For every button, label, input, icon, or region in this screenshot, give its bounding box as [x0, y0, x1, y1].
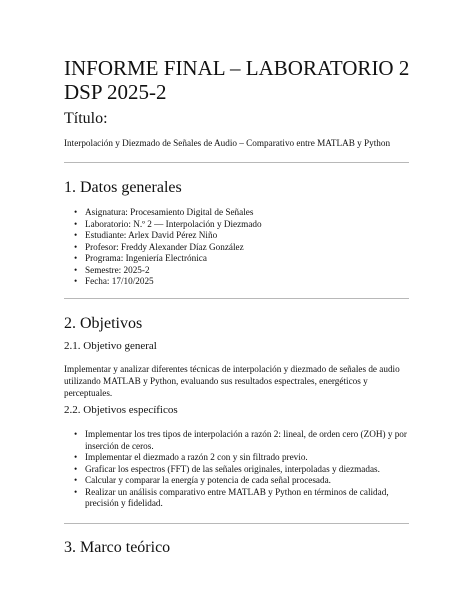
titulo-label: Título: [64, 110, 108, 127]
subsection-heading-objetivo-general: 2.1. Objetivo general [64, 340, 157, 352]
bullet-icon: • [74, 230, 78, 240]
datos-generales-list [64, 207, 262, 288]
list-item: • Implementar los tres tipos de interpolación a razón 2: lineal, de orden cero (ZOH) y por inserción de ceros. [74, 429, 407, 451]
subsection-heading-objetivos-especificos: 2.2. Objetivos específicos [64, 404, 178, 416]
bullet-icon: • [74, 207, 78, 217]
section-heading-datos-generales: 1. Datos generales [64, 179, 182, 196]
bullet-icon: • [74, 241, 78, 252]
objetivos-especificos-list [64, 429, 409, 510]
bullet-icon: • [74, 253, 78, 263]
list-item: • Laboratorio: N.º 2 — Interpolación y Diezmado [74, 218, 262, 229]
section-divider [64, 523, 409, 524]
bullet-icon: • [74, 218, 78, 229]
section-divider [64, 162, 409, 163]
list-item: • Fecha: 17/10/2025 [74, 276, 154, 286]
bullet-icon: • [74, 429, 78, 439]
bullet-icon: • [74, 463, 78, 474]
section-heading-objetivos: 2. Objetivos [64, 315, 143, 332]
objetivo-general-text: Implementar y analizar diferentes técnicas de interpolación y diezmado de señales de audio utilizando MATLAB y Python, evaluando sus resultados espectrales, energéticos y perceptuales. [64, 364, 400, 398]
list-item: • Implementar el diezmado a razón 2 con y sin filtrado previo. [74, 452, 308, 462]
list-item: • Calcular y comparar la energía y potencia de cada señal procesada. [74, 475, 331, 485]
bullet-icon: • [74, 475, 78, 485]
bullet-icon: • [74, 276, 78, 286]
section-heading-marco-teorico: 3. Marco teórico [64, 539, 171, 556]
list-item: • Programa: Ingeniería Electrónica [74, 253, 207, 263]
list-item: • Profesor: Freddy Alexander Díaz González [74, 241, 244, 252]
document-title-line2: DSP 2025-2 [64, 80, 167, 104]
document-title-line1: INFORME FINAL – LABORATORIO 2 [64, 56, 410, 80]
list-item: • Graficar los espectros (FFT) de las señales originales, interpoladas y diezmadas. [74, 463, 380, 474]
list-item: • Semestre: 2025-2 [74, 264, 150, 275]
bullet-icon: • [74, 486, 78, 497]
section-divider [64, 298, 409, 299]
document-subtitle: Interpolación y Diezmado de Señales de Audio – Comparativo entre MATLAB y Python [64, 138, 391, 148]
list-item: • Realizar un análisis comparativo entre MATLAB y Python en términos de calidad, precisión y fidelidad. [74, 486, 389, 508]
list-item: • Estudiante: Arlex David Pérez Niño [74, 230, 218, 240]
list-item: • Asignatura: Procesamiento Digital de Señales [74, 207, 254, 217]
bullet-icon: • [74, 264, 78, 275]
bullet-icon: • [74, 452, 78, 462]
